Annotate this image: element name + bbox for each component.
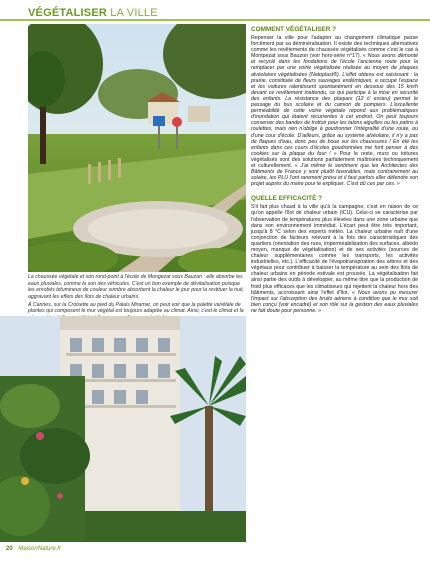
page-footer [6, 546, 61, 552]
paragraph-quelle-efficacite [251, 204, 418, 314]
text-run: » Pour le reste, murs ou toitures végétalisés sont des solutions parfaitement maîtrisées techniquement et culturellement. « [251, 150, 418, 169]
paragraph-comment-vegetaliser [251, 35, 418, 187]
magazine-name: MaisonNature.fr [18, 546, 62, 552]
article-body [251, 26, 418, 314]
quote-run: Nous avons pu mesurer l'impact sur l'absorption des bruits aériens à condition que le mur soit bien conçu (voir encadré) et son rôle sur la gestion des eaux pluviales ne fait doute pour personne. [251, 289, 418, 314]
header-title-light: LA VILLE [110, 7, 158, 19]
caption-green-wall: À Cannes, sur la Croisette au pied du Palais Miramar, on peut voir que la palette variétale de plantes qui composent le mur végétal est toujours adaptée au climat. Ainsi, c'est le climat et la [28, 301, 244, 315]
caption-vegetated-road: La chaussée végétale et son rond-point à l'école de Mongezat sous Bauzan : elle absorbe les eaux pluviales, comme le son des véhicules. C'est un bon exemple de dévitalisation puisque les enrobés bitumineux de couleur sombre absorbent la chaleur le jour pour la restituer la nuit, aggravant les effets des îlots de chaleur urbains. [28, 274, 244, 300]
header-rule [0, 19, 430, 21]
quote-run: J'ai même le sentiment que les Architectes des Bâtiments de France y sont plutôt favorables, mais contrairement au solaire, les PLU l'ont rarement prévu et il faut parfois aller défendre son projet auprès du maire pour le expliquer. C'est dû ces par ces. » [251, 162, 418, 188]
photo-vegetated-road [28, 24, 246, 272]
section-header [28, 7, 158, 19]
page-number: 20 [6, 546, 13, 552]
quote-run: Nous avons démonté et recyclé dans les fondations de l'école l'ancienne route pour la remplacer par une voirie végétalisée réalisée au moyen de plaques alvéolaires végétalisées (Natoplast®). L'effet obtenu est saisissant : la prairie, constituée de fleurs sauvages endémiques, a occupé l'espace et les voitures ralentissent spontanément en dessous des 15 km/h devant ce revêtement inattendu, ce qui participe à la mise en sécurité des enfants. La résistance des plaques (12 t/ essieu) permet le passage du bus scolaire et du camion de pompiers. L'excellente perméabilité de cette voirie végétale répond aux problématiques d'inondation qui étaient récurrentes à cet endroit. On peut toujours conserver des bandes de trottoir pour les talons aiguilles ou les patins à roulettes, mais rien n'oblige à goudronner l'intégralité d'une route, ou d'une cour d'école. D'ailleurs, grâce au système alvéolaire, il n'y a pas de flaques d'eau, donc peu de boue sur les chaussures ! En été les enfants dans ces cours d'écoles goudronnées me font penser à des cookies sur la plaque du four ! [251, 53, 419, 157]
header-title-strong: VÉGÉTALISER [28, 7, 108, 19]
heading-comment-vegetaliser: COMMENT VÉGÉTALISER ? [251, 26, 337, 33]
heading-quelle-efficacite: QUELLE EFFICACITÉ ? [251, 195, 323, 203]
text-run: S'il fait plus chaud à la ville qu'à la campagne, c'est en raison de ce qu'on appelle l'îlot de chaleur urbain (ICU). Celui-ci se caractérise par l'observation de températures plus élevées dans une zone urbaine que dans son environnement immédiat. L'écart peut être très important, jusqu'à 8 °C selon des experts météo. La chaleur urbaine naît d'une conjonction de facteurs relevant à la fois des caractéristiques des quartiers (orientation des rues, imperméabilisation des surfaces, albédo moyen, manque de végétalisation) et de ses activités (sources de chaleur supplémentaires comme les transports, les activités industrielles, etc.). L'efficacité de l'évapotranspiration des arbres et des végétaux pour contribuer à baisser la température au sein des îlots de chaleur urbains en période estivale est prouvée. La végétalisation fait ainsi partie des outils à développer, au même titre que la production de froid plus efficaces que les climatiseurs qui rejettent la chaleur hors des bâtiments, accroissant ainsi l'effet d'îlot. « [251, 204, 418, 296]
text-run: » [316, 307, 322, 314]
photo-green-wall-building [0, 316, 246, 542]
text-run: Repenser la ville pour l'adapter au changement climatique passe forcément par sa déminéralisation. Il existe des techniques alternatives comme les revêtements de chaussée végétalisés comme c'est le cas à Montpezat sous Bauzon (voir hors-série n°17). « [251, 35, 418, 60]
